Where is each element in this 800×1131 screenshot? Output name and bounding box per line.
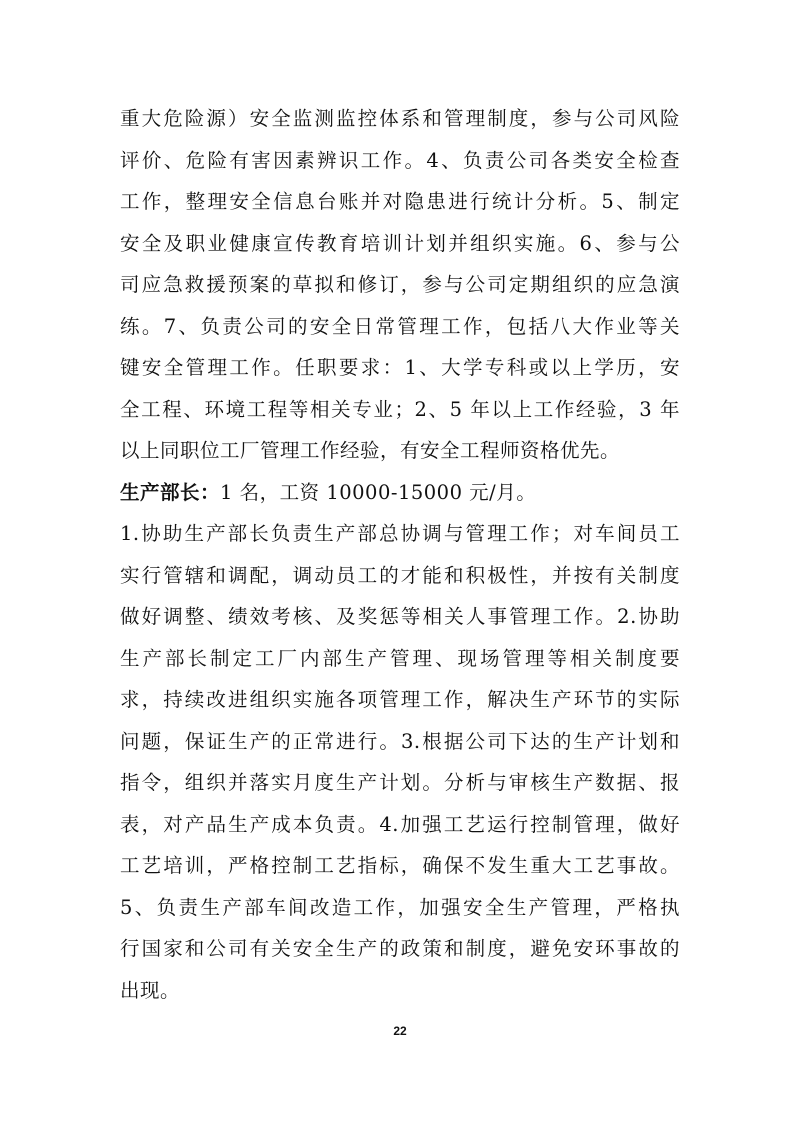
text-line: 安全及职业健康宣传教育培训计划并组织实施。6、参与公 — [120, 231, 680, 255]
page-number: 22 — [393, 1024, 407, 1038]
position-heading — [120, 472, 680, 514]
text-line: 1.协助生产部长负责生产部总协调与管理工作；对车间员工 — [120, 522, 680, 545]
text-line: 问题，保证生产的正常进行。3.根据公司下达的生产计划和 — [120, 729, 680, 753]
text-line: 练。7、负责公司的安全日常管理工作，包括八大作业等关 — [120, 314, 680, 338]
text-line: 评价、危险有害因素辨识工作。4、负责公司各类安全检查 — [120, 148, 680, 172]
text-line: 行国家和公司有关安全生产的政策和制度，避免安环事故的 — [120, 937, 680, 960]
text-line: 以上同职位工厂管理工作经验，有安全工程师资格优先。 — [120, 439, 621, 462]
text-line: 生产部长制定工厂内部生产管理、现场管理等相关制度要 — [120, 646, 680, 670]
text-line: 出现。 — [120, 978, 181, 1002]
text-line: 键安全管理工作。任职要求：1、大学专科或以上学历，安 — [120, 356, 680, 379]
text-line: 工作，整理安全信息台账并对隐患进行统计分析。5、制定 — [120, 190, 680, 213]
text-line: 求，持续改进组织实施各项管理工作，解决生产环节的实际 — [120, 688, 680, 711]
text-line: 全工程、环境工程等相关专业；2、5 年以上工作经验，3 年 — [120, 397, 680, 421]
text-line: 做好调整、绩效考核、及奖惩等相关人事管理工作。2.协助 — [120, 605, 680, 628]
position-title: 生产部长： — [120, 480, 221, 504]
text-line: 实行管辖和调配，调动员工的才能和积极性，并按有关制度 — [120, 563, 680, 587]
text-line: 指令，组织并落实月度生产计划。分析与审核生产数据、报 — [120, 771, 680, 794]
position-detail: 1 名，工资 10000-15000 元/月。 — [220, 480, 537, 504]
text-line: 重大危险源）安全监测监控体系和管理制度，参与公司风险 — [120, 107, 680, 130]
body-text — [120, 98, 680, 1011]
text-line: 5、负责生产部车间改造工作，加强安全生产管理，严格执 — [120, 895, 680, 919]
text-line: 司应急救援预案的草拟和修订，参与公司定期组织的应急演 — [120, 273, 680, 296]
text-line: 工艺培训，严格控制工艺指标，确保不发生重大工艺事故。 — [120, 854, 680, 877]
text-line: 表，对产品生产成本负责。4.加强工艺运行控制管理，做好 — [120, 812, 680, 836]
